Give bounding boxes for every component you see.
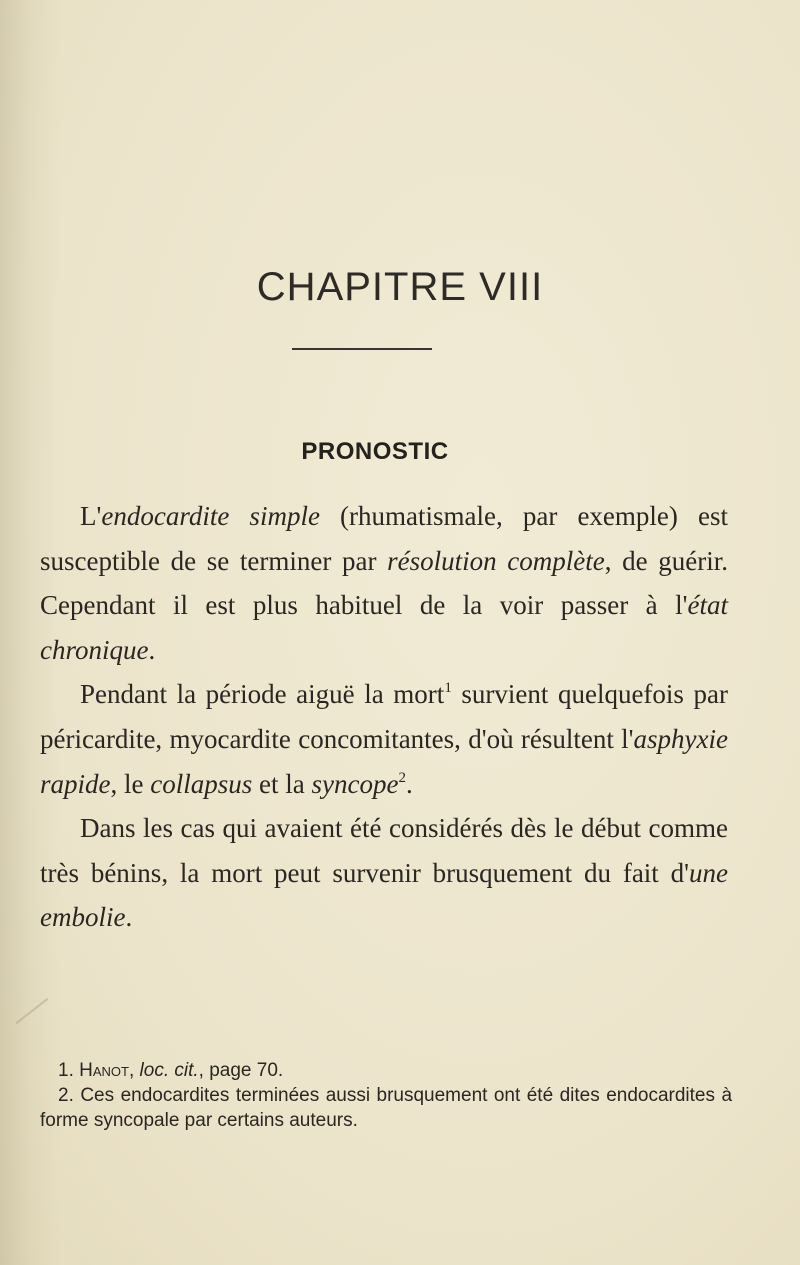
paragraph-1 [40, 494, 728, 672]
p1-text-c: (rhumatismale, par exemple) est susceptible de se terminer par [40, 501, 728, 576]
p1-italic-resolution: résolution complète [387, 545, 605, 576]
p2-italic-syncope: syncope [311, 768, 399, 799]
footnote-1-number: 1. [58, 1060, 74, 1081]
p2-text-f: et la [252, 768, 312, 799]
chapter-title: CHAPITRE VIII [256, 265, 544, 309]
footnote-1-sep: , [128, 1060, 140, 1081]
p2-text-h: . [405, 768, 413, 799]
footnote-1-ref: loc. cit. [139, 1060, 199, 1081]
p2-italic-collapsus: collapsus [150, 768, 253, 799]
footnote-1-author: Hanot [79, 1060, 129, 1081]
section-title: PRONOSTIC [301, 438, 449, 465]
p3-text-a: Dans les cas qui avaient été considérés dès le début comme très bénins, la mort peut survenir brusquement du fait d' [40, 813, 728, 888]
p1-text-g: . [148, 634, 156, 665]
p2-text-a: Pendant la période aiguë la mort [80, 679, 445, 710]
p1-italic-endocardite: endocardite simple [101, 501, 320, 531]
paragraph-3 [40, 806, 728, 940]
page-crease [16, 998, 49, 1024]
p2-italic-asphyxie: asphyxie rapide [40, 723, 728, 799]
paragraph-2 [40, 672, 728, 806]
p3-text-c: . [125, 902, 133, 933]
p1-text-a: L' [80, 501, 102, 531]
p2-text-b: survient quelquefois par péricardite, myocardite concomitantes, d'où résultent l' [40, 679, 728, 754]
p3-italic-embolie: une embolie [40, 857, 728, 933]
p1-italic-etat: état chronique [40, 590, 728, 665]
footnote-1-rest: , page 70. [198, 1060, 284, 1081]
footnote-1 [40, 1058, 732, 1083]
footnotes [40, 1058, 732, 1133]
footnote-2-number: 2. [58, 1085, 74, 1106]
footnote-2 [40, 1083, 732, 1133]
footnote-ref-1: 1 [444, 680, 452, 697]
body-text [40, 494, 728, 940]
title-divider [292, 348, 432, 350]
footnote-2-text: Ces endocardites terminées aussi brusquement ont été dites endocardites à forme syncopale par certains auteurs. [40, 1085, 733, 1131]
p1-text-e: , de guérir. Cependant il est plus habituel de la voir passer à l' [40, 545, 728, 621]
footnote-ref-2: 2 [398, 769, 406, 786]
p2-text-d: , le [110, 768, 151, 799]
